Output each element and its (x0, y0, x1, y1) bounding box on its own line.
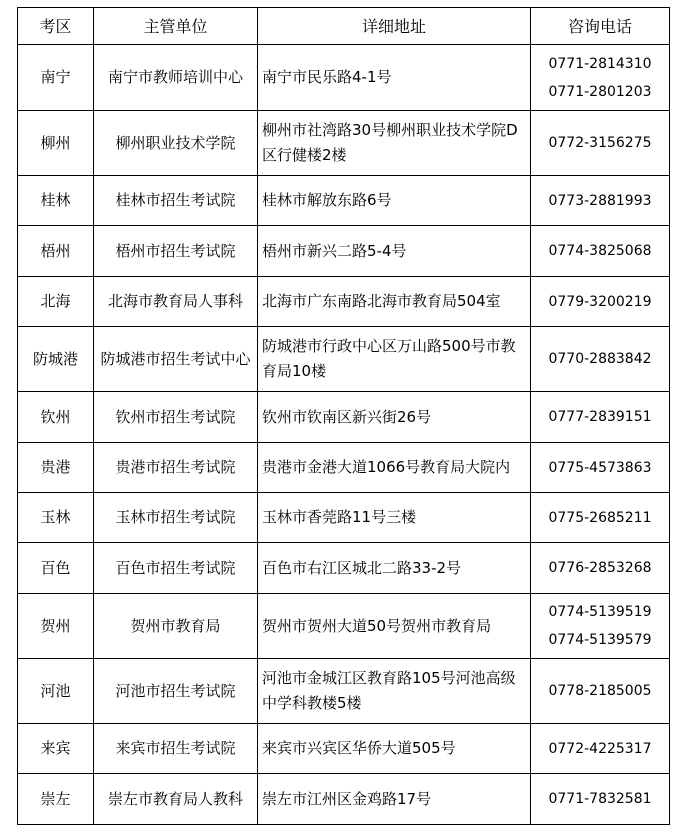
unit-cell: 北海市教育局人事科 (94, 277, 258, 327)
phone-number: 0775-2685211 (548, 509, 652, 526)
table-row (18, 774, 670, 825)
address-cell: 北海市广东南路北海市教育局504室 (258, 277, 531, 327)
table-row (18, 45, 670, 111)
unit-cell: 贺州市教育局 (94, 594, 258, 659)
unit-cell: 玉林市招生考试院 (94, 493, 258, 543)
address-cell: 来宾市兴宾区华侨大道505号 (258, 724, 531, 774)
address-cell: 梧州市新兴二路5-4号 (258, 226, 531, 277)
region-cell: 北海 (18, 277, 94, 327)
header-address: 详细地址 (258, 8, 531, 45)
unit-cell: 柳州职业技术学院 (94, 111, 258, 176)
unit-cell: 贵港市招生考试院 (94, 443, 258, 493)
table-row (18, 327, 670, 392)
unit-cell: 百色市招生考试院 (94, 543, 258, 594)
table-row (18, 724, 670, 774)
phone-number: 0779-3200219 (548, 293, 652, 310)
address-cell: 柳州市社湾路30号柳州职业技术学院D区行健楼2楼 (258, 111, 531, 176)
region-cell: 河池 (18, 659, 94, 724)
unit-cell: 桂林市招生考试院 (94, 176, 258, 226)
phone-number: 0773-2881993 (548, 192, 652, 209)
table-row (18, 594, 670, 659)
phone-cell (531, 594, 670, 659)
region-cell: 百色 (18, 543, 94, 594)
region-cell: 钦州 (18, 392, 94, 443)
phone-cell (531, 176, 670, 226)
address-cell: 钦州市钦南区新兴街26号 (258, 392, 531, 443)
phone-number: 0774-5139519 (548, 604, 652, 620)
phone-cell (531, 774, 670, 825)
contact-table (17, 7, 670, 825)
address-cell: 桂林市解放东路6号 (258, 176, 531, 226)
unit-cell: 南宁市教师培训中心 (94, 45, 258, 111)
phone-number: 0772-4225317 (548, 740, 652, 757)
region-cell: 崇左 (18, 774, 94, 825)
unit-cell: 防城港市招生考试中心 (94, 327, 258, 392)
phone-cell (531, 443, 670, 493)
region-cell: 贵港 (18, 443, 94, 493)
address-cell: 贺州市贺州大道50号贺州市教育局 (258, 594, 531, 659)
phone-number: 0777-2839151 (548, 409, 652, 425)
table-row (18, 277, 670, 327)
phone-cell (531, 392, 670, 443)
region-cell: 来宾 (18, 724, 94, 774)
phone-cell (531, 45, 670, 111)
phone-cell (531, 327, 670, 392)
phone-cell (531, 659, 670, 724)
phone-number: 0771-7832581 (548, 791, 652, 807)
address-cell: 贵港市金港大道1066号教育局大院内 (258, 443, 531, 493)
region-cell: 玉林 (18, 493, 94, 543)
phone-number: 0770-2883842 (548, 351, 652, 367)
address-cell: 河池市金城江区教育路105号河池高级中学科教楼5楼 (258, 659, 531, 724)
address-cell: 南宁市民乐路4-1号 (258, 45, 531, 111)
table-row (18, 226, 670, 277)
table-row (18, 392, 670, 443)
address-cell: 崇左市江州区金鸡路17号 (258, 774, 531, 825)
phone-number: 0778-2185005 (548, 683, 652, 699)
header-region: 考区 (18, 8, 94, 45)
region-cell: 南宁 (18, 45, 94, 111)
region-cell: 柳州 (18, 111, 94, 176)
phone-number: 0774-3825068 (548, 243, 652, 259)
region-cell: 防城港 (18, 327, 94, 392)
unit-cell: 梧州市招生考试院 (94, 226, 258, 277)
unit-cell: 来宾市招生考试院 (94, 724, 258, 774)
phone-cell (531, 493, 670, 543)
phone-number: 0772-3156275 (548, 135, 652, 151)
phone-cell (531, 724, 670, 774)
unit-cell: 河池市招生考试院 (94, 659, 258, 724)
table-row (18, 493, 670, 543)
unit-cell: 钦州市招生考试院 (94, 392, 258, 443)
phone-cell (531, 111, 670, 176)
table-row (18, 543, 670, 594)
table-header-row (18, 8, 670, 45)
table-row (18, 176, 670, 226)
phone-cell (531, 226, 670, 277)
phone-number: 0775-4573863 (548, 459, 652, 476)
phone-cell (531, 543, 670, 594)
unit-cell: 崇左市教育局人教科 (94, 774, 258, 825)
phone-cell (531, 277, 670, 327)
region-cell: 贺州 (18, 594, 94, 659)
phone-number: 0774-5139579 (548, 632, 652, 648)
address-cell: 防城港市行政中心区万山路500号市教育局10楼 (258, 327, 531, 392)
phone-number: 0776-2853268 (548, 560, 652, 576)
region-cell: 梧州 (18, 226, 94, 277)
table-row (18, 659, 670, 724)
table-row (18, 443, 670, 493)
phone-number: 0771-2801203 (548, 83, 652, 100)
table-row (18, 111, 670, 176)
header-unit: 主管单位 (94, 8, 258, 45)
phone-number: 0771-2814310 (548, 55, 652, 72)
address-cell: 玉林市香莞路11号三楼 (258, 493, 531, 543)
region-cell: 桂林 (18, 176, 94, 226)
address-cell: 百色市右江区城北二路33-2号 (258, 543, 531, 594)
header-phone: 咨询电话 (531, 8, 670, 45)
